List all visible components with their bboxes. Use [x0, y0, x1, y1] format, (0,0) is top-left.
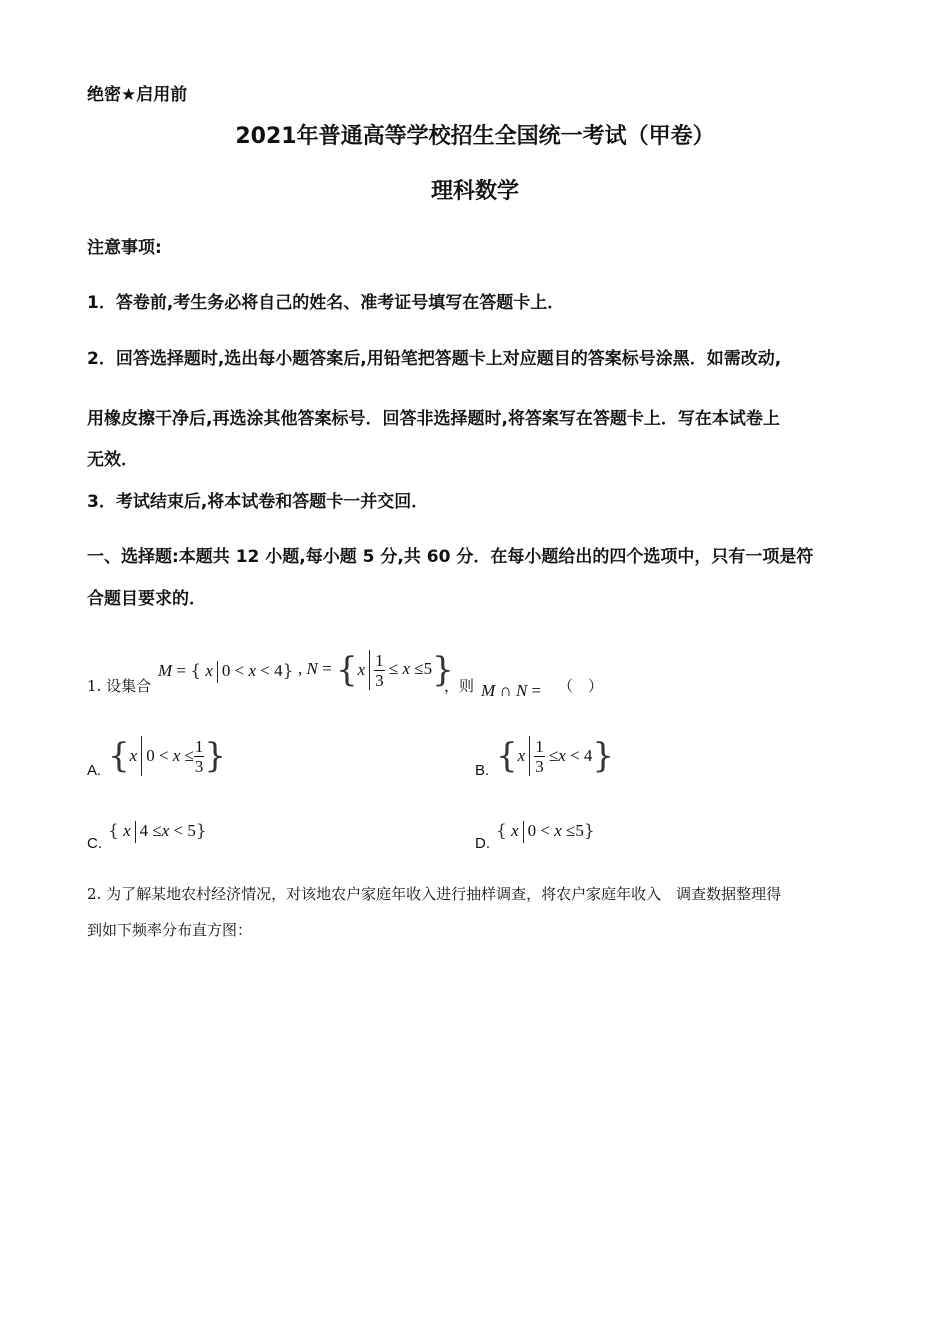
notice-item-1: 1．答卷前,考生务必将自己的姓名、准考证号填写在答题卡上．	[87, 293, 565, 313]
q2-line-1: 2. 为了解某地农村经济情况，对该地农户家庭年收入进行抽样调查，将农户家庭年收入 调查数据整理得	[87, 885, 782, 903]
notice-item-3: 3．考试结束后,将本试卷和答题卡一并交回．	[87, 492, 429, 512]
q1-option-a-label: A.	[87, 762, 102, 779]
notice-item-2-line-2: 用橡皮擦干净后,再选涂其他答案标号．回答非选择题时,将答案写在答题卡上．写在本试卷上	[87, 409, 780, 429]
q1-set-m: M = { x 0 < x < 4}	[158, 661, 293, 683]
q1-prefix: 1. 设集合	[87, 677, 152, 695]
confidential-label: 绝密★启用前	[87, 85, 188, 105]
q1-set-n: , N = {x $\frac{1}{3}$ ≤ x ≤5}	[298, 650, 454, 690]
q1-option-c: { x 4 ≤x < 5}	[108, 821, 207, 843]
q1-option-c-label: C.	[87, 835, 102, 852]
notice-item-2-line-1: 2．回答选择题时,选出每小题答案后,用铅笔把答题卡上对应题目的答案标号涂黑．如需改动,	[87, 349, 782, 369]
exam-subject: 理科数学	[430, 179, 519, 204]
q1-option-b-label: B.	[475, 762, 490, 779]
q1-then: ，则	[444, 677, 475, 695]
q1-option-d: { x 0 < x ≤5}	[496, 821, 595, 843]
q1-option-a: {x 0 < x ≤ $\frac{1}{3}$ }	[108, 736, 227, 776]
q1-intersection: M ∩ N =	[481, 681, 542, 700]
q1-option-d-label: D.	[475, 835, 490, 852]
section-1-line-2: 合题目要求的．	[87, 589, 206, 609]
exam-title: 2021年普通高等学校招生全国统一考试（甲卷）	[235, 124, 715, 149]
q1-option-b: {x $\frac{1}{3}$ ≤x < 4}	[496, 736, 615, 776]
notice-heading: 注意事项:	[87, 238, 162, 258]
q1-answer-blank: （ ）	[558, 677, 604, 695]
q2-line-2: 到如下频率分布直方图：	[87, 921, 253, 939]
section-1-line-1: 一、选择题:本题共 12 小题,每小题 5 分,共 60 分．在每小题给出的四个选项中，只有一项是符	[87, 547, 814, 567]
notice-item-2-line-3: 无效．	[87, 450, 138, 470]
